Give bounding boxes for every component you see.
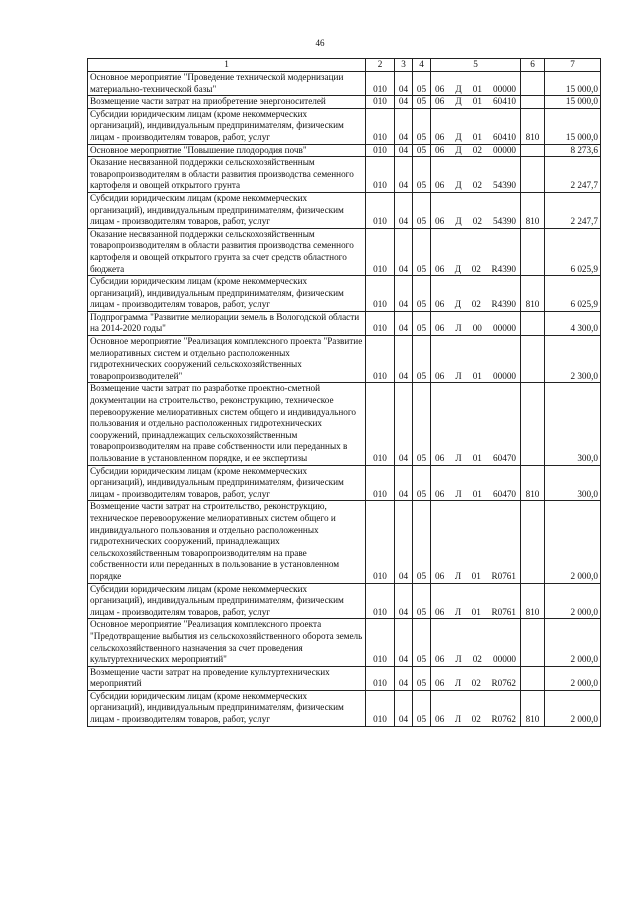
table-row bbox=[88, 311, 601, 335]
target-article-part: 02 bbox=[471, 263, 481, 274]
code-subsection: 05 bbox=[413, 666, 431, 690]
target-article-part: 06 bbox=[435, 488, 445, 499]
target-article-part: 06 bbox=[435, 654, 445, 665]
target-article-part: R0761 bbox=[491, 606, 516, 617]
code-subsection: 05 bbox=[413, 465, 431, 501]
amount: 6 025,9 bbox=[545, 228, 601, 275]
target-article-part: 06 bbox=[435, 96, 445, 107]
target-article-part: 00000 bbox=[493, 83, 516, 94]
target-article-part: 06 bbox=[435, 263, 445, 274]
expense-type: 810 bbox=[521, 192, 545, 228]
target-article-part: 00000 bbox=[493, 654, 516, 665]
row-description: Оказание несвязанной поддержки сельскохозяйственным товаропроизводителям в области развития производства семенного картофеля и овощей открытого грунта за счет средств областного бюджета bbox=[88, 228, 366, 275]
target-article-part: Л bbox=[455, 654, 462, 665]
target-article-part: Л bbox=[454, 714, 462, 725]
expense-type bbox=[521, 311, 545, 335]
code-section: 04 bbox=[395, 108, 413, 144]
code-section: 04 bbox=[395, 383, 413, 465]
target-article-parts bbox=[433, 607, 518, 619]
target-article-part: 06 bbox=[435, 323, 445, 334]
table-row bbox=[88, 144, 601, 157]
target-article-part: Д bbox=[455, 144, 462, 155]
target-article-part: Д bbox=[454, 299, 462, 310]
target-article-parts bbox=[433, 96, 518, 108]
code-gp: 010 bbox=[366, 311, 395, 335]
target-article-part: 60470 bbox=[493, 488, 516, 499]
target-article-part: 00000 bbox=[493, 370, 516, 381]
target-article-part: 02 bbox=[472, 144, 482, 155]
row-description: Основное мероприятие "Проведение технической модернизации материально-технической базы" bbox=[88, 72, 366, 96]
row-description: Подпрограмма "Развитие мелиорации земель в Вологодской области на 2014-2020 годы" bbox=[88, 311, 366, 335]
code-gp: 010 bbox=[366, 583, 395, 619]
target-article-part: 06 bbox=[435, 83, 445, 94]
code-section: 04 bbox=[395, 144, 413, 157]
target-article-part: 54390 bbox=[493, 216, 516, 227]
target-article-part: Л bbox=[454, 678, 462, 689]
target-article-parts bbox=[433, 489, 518, 501]
row-description: Субсидии юридическим лицам (кроме некоммерческих организаций), индивидуальным предпринимателям, физическим лицам - производителям товаров, работ, услуг bbox=[88, 465, 366, 501]
target-article-parts bbox=[433, 654, 518, 666]
table-row bbox=[88, 96, 601, 109]
amount: 4 300,0 bbox=[545, 311, 601, 335]
code-gp: 010 bbox=[366, 228, 395, 275]
target-article-part: 02 bbox=[472, 654, 482, 665]
page-number: 46 bbox=[315, 38, 325, 48]
target-article-part: Д bbox=[455, 216, 462, 227]
row-description: Возмещение части затрат на приобретение энергоносителей bbox=[88, 96, 366, 109]
target-article-parts bbox=[433, 714, 518, 726]
code-subsection: 05 bbox=[413, 228, 431, 275]
code-gp: 010 bbox=[366, 690, 395, 726]
code-gp: 010 bbox=[366, 157, 395, 193]
target-article-part: 02 bbox=[472, 216, 482, 227]
target-article-parts bbox=[433, 145, 518, 157]
amount: 15 000,0 bbox=[545, 96, 601, 109]
code-subsection: 05 bbox=[413, 72, 431, 96]
target-article-parts bbox=[433, 299, 518, 311]
header-cell: 5 bbox=[431, 59, 521, 72]
target-article-parts bbox=[433, 216, 518, 228]
amount: 2 247,7 bbox=[545, 157, 601, 193]
target-article-parts bbox=[433, 323, 518, 335]
table-row bbox=[88, 108, 601, 144]
target-article-parts bbox=[433, 132, 518, 144]
table-row bbox=[88, 276, 601, 312]
target-article-part: 01 bbox=[472, 488, 482, 499]
target-article-parts bbox=[433, 180, 518, 192]
row-description: Оказание несвязанной поддержки сельскохозяйственным товаропроизводителям в области развития производства семенного картофеля и овощей открытого грунта bbox=[88, 157, 366, 193]
expense-type bbox=[521, 336, 545, 383]
target-article bbox=[431, 157, 521, 193]
target-article-part: Д bbox=[455, 131, 462, 142]
target-article-parts bbox=[433, 453, 518, 465]
row-description: Основное мероприятие "Реализация комплексного проекта "Развитие мелиоративных систем и отдельно расположенных гидротехнических сооружений сельскохозяйственных товаропроизводителей" bbox=[88, 336, 366, 383]
target-article bbox=[431, 465, 521, 501]
target-article bbox=[431, 383, 521, 465]
target-article bbox=[431, 583, 521, 619]
row-description: Возмещение части затрат на строительство, реконструкцию, техническое перевооружение мелиоративных систем общего и индивидуального пользования и отдельно расположенных гидротехнических сооружений, принадлежащих сельскохозяйственным товаропроизводителям на праве собственности или переданных в пользование в установленном порядке bbox=[88, 501, 366, 583]
target-article-part: 06 bbox=[435, 570, 445, 581]
code-gp: 010 bbox=[366, 666, 395, 690]
target-article-part: 06 bbox=[435, 144, 445, 155]
target-article-part: R0762 bbox=[491, 714, 516, 725]
budget-table bbox=[87, 58, 601, 727]
target-article-part: 02 bbox=[471, 714, 481, 725]
target-article-part: 06 bbox=[435, 714, 445, 725]
row-description: Субсидии юридическим лицам (кроме некоммерческих организаций), индивидуальным предпринимателям, физическим лицам - производителям товаров, работ, услуг bbox=[88, 583, 366, 619]
code-subsection: 05 bbox=[413, 108, 431, 144]
target-article-part: 01 bbox=[472, 370, 482, 381]
amount: 2 000,0 bbox=[545, 666, 601, 690]
amount: 6 025,9 bbox=[545, 276, 601, 312]
target-article-part: Д bbox=[454, 263, 462, 274]
target-article bbox=[431, 144, 521, 157]
target-article-part: 01 bbox=[472, 453, 482, 463]
target-article-parts bbox=[433, 571, 518, 583]
target-article-part: Д bbox=[455, 83, 462, 94]
amount: 300,0 bbox=[545, 383, 601, 465]
target-article bbox=[431, 501, 521, 583]
expense-type: 810 bbox=[521, 690, 545, 726]
table-row bbox=[88, 383, 601, 465]
code-section: 04 bbox=[395, 228, 413, 275]
target-article bbox=[431, 336, 521, 383]
target-article bbox=[431, 72, 521, 96]
code-gp: 010 bbox=[366, 501, 395, 583]
target-article-part: Л bbox=[455, 323, 462, 334]
target-article-part: 01 bbox=[471, 606, 481, 617]
table-row bbox=[88, 72, 601, 96]
row-description: Субсидии юридическим лицам (кроме некоммерческих организаций), индивидуальным предпринимателям, физическим лицам - производителям товаров, работ, услуг bbox=[88, 276, 366, 312]
target-article bbox=[431, 192, 521, 228]
target-article bbox=[431, 276, 521, 312]
target-article-part: 54390 bbox=[493, 180, 516, 191]
target-article bbox=[431, 96, 521, 109]
code-subsection: 05 bbox=[413, 157, 431, 193]
target-article bbox=[431, 666, 521, 690]
target-article-part: 01 bbox=[472, 96, 482, 107]
target-article bbox=[431, 690, 521, 726]
code-subsection: 05 bbox=[413, 336, 431, 383]
table-row bbox=[88, 619, 601, 666]
amount: 300,0 bbox=[545, 465, 601, 501]
code-section: 04 bbox=[395, 96, 413, 109]
row-description: Основное мероприятие "Реализация комплексного проекта "Предотвращение выбытия из сельскохозяйственного оборота земель сельскохозяйственного назначения за счет проведения культуртехнических мероприятий" bbox=[88, 619, 366, 666]
target-article-part: 60410 bbox=[493, 131, 516, 142]
target-article-part: 06 bbox=[435, 370, 445, 381]
row-description: Возмещение части затрат по разработке проектно-сметной документации на строительство, реконструкцию, техническое перевооружение мелиоративных систем общего и индивидуального пользования и отдельно расположенных гидротехнических сооружений, принадлежащих сельскохозяйственным товаропроизводителям на праве собственности или переданных в пользование в установленном порядке, и ее экспертизы bbox=[88, 383, 366, 465]
expense-type bbox=[521, 144, 545, 157]
table-row bbox=[88, 501, 601, 583]
code-subsection: 05 bbox=[413, 311, 431, 335]
target-article-part: Л bbox=[454, 570, 462, 581]
amount: 2 000,0 bbox=[545, 690, 601, 726]
target-article-part: 02 bbox=[471, 678, 481, 689]
code-section: 04 bbox=[395, 336, 413, 383]
code-section: 04 bbox=[395, 276, 413, 312]
code-section: 04 bbox=[395, 465, 413, 501]
expense-type: 810 bbox=[521, 108, 545, 144]
amount: 2 300,0 bbox=[545, 336, 601, 383]
table-row bbox=[88, 228, 601, 275]
target-article-parts bbox=[433, 84, 518, 96]
target-article bbox=[431, 228, 521, 275]
code-gp: 010 bbox=[366, 276, 395, 312]
code-section: 04 bbox=[395, 666, 413, 690]
table-row bbox=[88, 157, 601, 193]
header-cell: 7 bbox=[545, 59, 601, 72]
target-article-part: 02 bbox=[471, 299, 481, 310]
amount: 2 000,0 bbox=[545, 501, 601, 583]
code-subsection: 05 bbox=[413, 383, 431, 465]
code-subsection: 05 bbox=[413, 501, 431, 583]
target-article-part: R0762 bbox=[491, 678, 516, 689]
target-article-part: 60470 bbox=[493, 453, 516, 463]
expense-type: 810 bbox=[521, 465, 545, 501]
target-article-part: 06 bbox=[435, 131, 445, 142]
target-article-part: 06 bbox=[435, 299, 445, 310]
amount: 15 000,0 bbox=[545, 108, 601, 144]
row-description: Субсидии юридическим лицам (кроме некоммерческих организаций), индивидуальным предпринимателям, физическим лицам - производителям товаров, работ, услуг bbox=[88, 690, 366, 726]
target-article-part: 01 bbox=[471, 570, 481, 581]
amount: 2 247,7 bbox=[545, 192, 601, 228]
table-row bbox=[88, 690, 601, 726]
target-article bbox=[431, 311, 521, 335]
target-article-part: 01 bbox=[472, 131, 482, 142]
code-subsection: 05 bbox=[413, 583, 431, 619]
code-subsection: 05 bbox=[413, 144, 431, 157]
amount: 2 000,0 bbox=[545, 583, 601, 619]
amount: 15 000,0 bbox=[545, 72, 601, 96]
target-article-parts bbox=[433, 264, 518, 276]
expense-type bbox=[521, 501, 545, 583]
table-row bbox=[88, 192, 601, 228]
target-article-part: 06 bbox=[435, 453, 445, 463]
code-gp: 010 bbox=[366, 619, 395, 666]
target-article-parts bbox=[433, 371, 518, 383]
target-article-part: 60410 bbox=[493, 96, 516, 107]
expense-type bbox=[521, 666, 545, 690]
target-article-part: 00000 bbox=[493, 144, 516, 155]
code-gp: 010 bbox=[366, 192, 395, 228]
expense-type bbox=[521, 383, 545, 465]
code-section: 04 bbox=[395, 157, 413, 193]
header-cell: 2 bbox=[366, 59, 395, 72]
expense-type bbox=[521, 96, 545, 109]
amount: 2 000,0 bbox=[545, 619, 601, 666]
code-section: 04 bbox=[395, 619, 413, 666]
target-article-part: Л bbox=[455, 488, 462, 499]
expense-type bbox=[521, 228, 545, 275]
code-subsection: 05 bbox=[413, 690, 431, 726]
target-article-part: Л bbox=[455, 370, 462, 381]
code-gp: 010 bbox=[366, 96, 395, 109]
table-row bbox=[88, 336, 601, 383]
code-gp: 010 bbox=[366, 383, 395, 465]
row-description: Возмещение части затрат на проведение культуртехнических мероприятий bbox=[88, 666, 366, 690]
target-article-parts bbox=[433, 678, 518, 690]
table-row bbox=[88, 583, 601, 619]
code-section: 04 bbox=[395, 72, 413, 96]
expense-type bbox=[521, 157, 545, 193]
target-article-part: 00 bbox=[472, 323, 482, 334]
code-section: 04 bbox=[395, 192, 413, 228]
target-article-part: Д bbox=[455, 180, 462, 191]
table-row bbox=[88, 465, 601, 501]
target-article-part: 00000 bbox=[493, 323, 516, 334]
code-subsection: 05 bbox=[413, 276, 431, 312]
amount: 8 273,6 bbox=[545, 144, 601, 157]
target-article-part: 06 bbox=[435, 180, 445, 191]
expense-type: 810 bbox=[521, 583, 545, 619]
row-description: Основное мероприятие "Повышение плодородия почв" bbox=[88, 144, 366, 157]
header-cell: 6 bbox=[521, 59, 545, 72]
target-article-part: Л bbox=[454, 606, 462, 617]
target-article-part: 02 bbox=[472, 180, 482, 191]
target-article-part: Л bbox=[455, 453, 462, 463]
row-description: Субсидии юридическим лицам (кроме некоммерческих организаций), индивидуальным предпринимателям, физическим лицам - производителям товаров, работ, услуг bbox=[88, 192, 366, 228]
target-article bbox=[431, 619, 521, 666]
row-description: Субсидии юридическим лицам (кроме некоммерческих организаций), индивидуальным предпринимателям, физическим лицам - производителям товаров, работ, услуг bbox=[88, 108, 366, 144]
header-cell: 4 bbox=[413, 59, 431, 72]
target-article-part: R0761 bbox=[491, 570, 516, 581]
table-row bbox=[88, 666, 601, 690]
code-gp: 010 bbox=[366, 336, 395, 383]
code-subsection: 05 bbox=[413, 192, 431, 228]
code-gp: 010 bbox=[366, 108, 395, 144]
code-section: 04 bbox=[395, 583, 413, 619]
target-article bbox=[431, 108, 521, 144]
header-cell: 3 bbox=[395, 59, 413, 72]
expense-type: 810 bbox=[521, 276, 545, 312]
header-row bbox=[88, 59, 601, 72]
target-article-part: 06 bbox=[435, 216, 445, 227]
target-article-part: 01 bbox=[472, 83, 482, 94]
code-gp: 010 bbox=[366, 144, 395, 157]
target-article-part: R4390 bbox=[491, 263, 516, 274]
code-subsection: 05 bbox=[413, 619, 431, 666]
code-section: 04 bbox=[395, 690, 413, 726]
code-section: 04 bbox=[395, 311, 413, 335]
code-gp: 010 bbox=[366, 72, 395, 96]
target-article-part: Д bbox=[455, 96, 462, 107]
target-article-part: 06 bbox=[435, 678, 445, 689]
expense-type bbox=[521, 72, 545, 96]
header-cell: 1 bbox=[88, 59, 366, 72]
expense-type bbox=[521, 619, 545, 666]
target-article-part: R4390 bbox=[491, 299, 516, 310]
code-subsection: 05 bbox=[413, 96, 431, 109]
code-gp: 010 bbox=[366, 465, 395, 501]
code-section: 04 bbox=[395, 501, 413, 583]
target-article-part: 06 bbox=[435, 606, 445, 617]
